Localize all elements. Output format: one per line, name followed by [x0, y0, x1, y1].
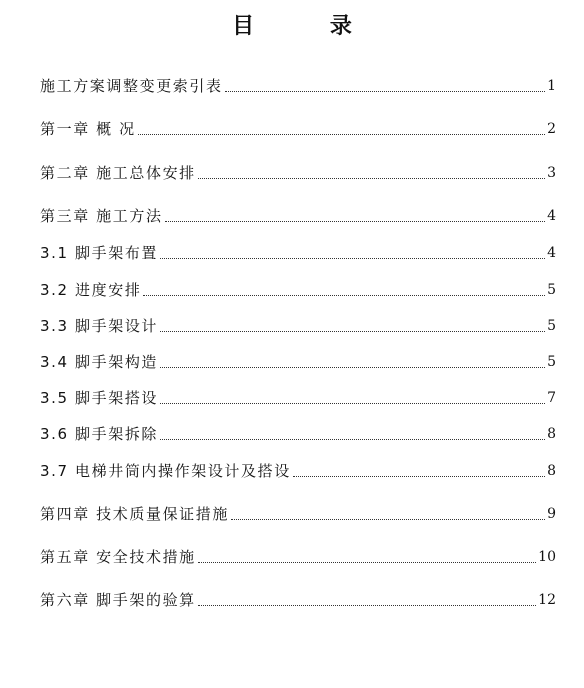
- toc-entry-label: 第三章 施工方法: [40, 207, 163, 225]
- toc-entry-label: 3.3 脚手架设计: [40, 317, 159, 335]
- toc-entry-page: 5: [547, 354, 556, 370]
- toc-entry-label: 第六章 脚手架的验算: [40, 591, 196, 609]
- toc-entry[interactable]: [40, 280, 556, 300]
- toc-entry[interactable]: [40, 590, 556, 610]
- toc-entry-page: 1: [547, 78, 556, 94]
- toc-leader-dots: [225, 90, 545, 92]
- toc-leader-dots: [160, 366, 545, 368]
- toc-leader-dots: [160, 438, 545, 440]
- toc-entry-page: 10: [538, 549, 556, 565]
- toc-entry-page: 8: [547, 426, 556, 442]
- toc-entry[interactable]: [40, 388, 556, 408]
- toc-entry-page: 7: [547, 390, 556, 406]
- toc-entry-page: 12: [538, 592, 556, 608]
- toc-leader-dots: [160, 402, 545, 404]
- toc-entry-label: 第四章 技术质量保证措施: [40, 505, 229, 523]
- toc-leader-dots: [165, 220, 546, 222]
- toc-leader-dots: [198, 561, 536, 563]
- toc-entry[interactable]: [40, 504, 556, 524]
- toc-entry-label: 第一章 概 况: [40, 120, 136, 138]
- toc-entry[interactable]: [40, 206, 556, 226]
- toc-entry-page: 4: [547, 208, 556, 224]
- toc-leader-dots: [160, 257, 545, 259]
- toc-leader-dots: [138, 133, 545, 135]
- toc-entry-label: 3.2 进度安排: [40, 281, 142, 299]
- toc-leader-dots: [231, 518, 545, 520]
- toc-entry-page: 9: [547, 506, 556, 522]
- toc-entry-label: 3.7 电梯井筒内操作架设计及搭设: [40, 462, 291, 480]
- toc-entry[interactable]: [40, 163, 556, 183]
- toc-entry-label: 3.1 脚手架布置: [40, 244, 159, 262]
- toc-entry[interactable]: [40, 424, 556, 444]
- toc-leader-dots: [143, 294, 545, 296]
- toc-entry-label: 施工方案调整变更索引表: [40, 77, 223, 95]
- toc-entry-page: 2: [547, 121, 556, 137]
- toc-leader-dots: [198, 177, 545, 179]
- toc-entry[interactable]: [40, 461, 556, 481]
- toc-entry[interactable]: [40, 316, 556, 336]
- toc-leader-dots: [160, 330, 545, 332]
- toc-entry[interactable]: [40, 76, 556, 96]
- toc-entry-label: 第五章 安全技术措施: [40, 548, 196, 566]
- toc-entry-page: 4: [547, 245, 556, 261]
- toc-entry-page: 5: [547, 282, 556, 298]
- toc-leader-dots: [198, 604, 536, 606]
- toc-leader-dots: [293, 475, 545, 477]
- toc-entry[interactable]: [40, 547, 556, 567]
- page-title: 目 录: [232, 13, 386, 39]
- toc-entry-label: 3.4 脚手架构造: [40, 353, 159, 371]
- toc-entry[interactable]: [40, 119, 556, 139]
- toc-entry[interactable]: [40, 352, 556, 372]
- toc-entry-page: 8: [547, 463, 556, 479]
- toc-entry-page: 5: [547, 318, 556, 334]
- toc-entry[interactable]: [40, 243, 556, 263]
- toc-entry-page: 3: [547, 165, 556, 181]
- toc-entry-label: 3.5 脚手架搭设: [40, 389, 159, 407]
- toc-entry-label: 第二章 施工总体安排: [40, 164, 196, 182]
- toc-entry-label: 3.6 脚手架拆除: [40, 425, 159, 443]
